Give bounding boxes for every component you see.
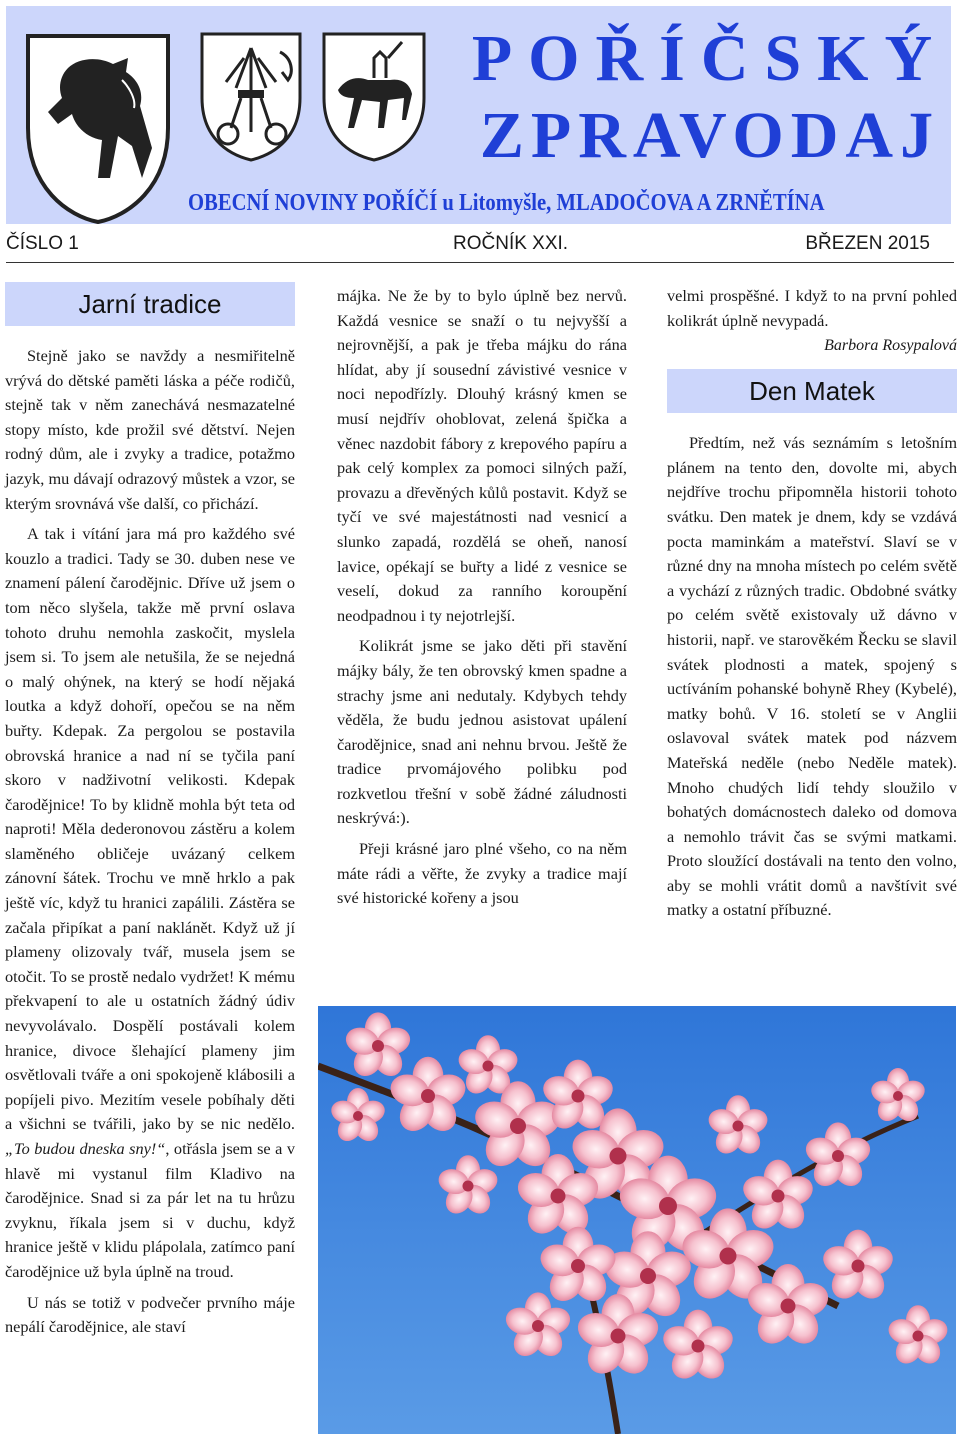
article-paragraph: U nás se totiž v podvečer prvního máje nepálí čarodějnice, ale staví [5, 1292, 295, 1337]
article-paragraph: Stejně jako se navždy a nesmiřitelně vrývá do dětské paměti láska a péče rodičů, stejně tak v něm zanechává nesmazatelné stopy místo, kde prožil své dětství. Nejen rodný dům, ale i zvyky a tradice, potažmo jazyk, mu dávají odrazový můstek a vzor, se kterým srovnává vše další, co přichází. [5, 346, 295, 513]
article-paragraph: Přeji krásné jaro plné všeho, co na něm máte rádi a věřte, že zvyky a tradice mají své historické kořeny a jsou [337, 839, 627, 908]
article-text: , otřásla jsem se a v hlavě mi vystanul film Kladivo na čarodějnice. Snad si za pár let na tu hrůzu zvyknu, říkala jsem si v duchu, když hranice ještě v klidu plápolala, zatímco paní čarodějnice už byla úplně na troud. [5, 1139, 296, 1281]
article-author: Barbora Rosypalová [824, 337, 957, 355]
masthead-title-line1: POŘÍČSKÝ [471, 22, 949, 95]
cherry-blossom-photo [318, 1006, 956, 1434]
column-middle [337, 284, 627, 917]
article-paragraph: velmi prospěšné. I když to na první pohled kolikrát úplně nevypadá. [667, 286, 957, 330]
sheaf-crest-icon [196, 28, 306, 164]
column-right [667, 284, 957, 929]
section-heading-den-matek: Den Matek [667, 369, 957, 413]
rider-crest-icon [318, 28, 430, 164]
article-paragraph: Kolikrát jsme se jako děti při stavění májky bály, že ten obrovský kmen spadne a strachy jsme ani nedutaly. Kdybych tehdy věděla, že budu jednou asistovat upálení čarodějnice, snad ani nehnu brvou. Ještě že tradice prvomájového polibku pod rozkvetlou třešní v sobě žádné záludnosti neskrývá:). [337, 636, 627, 828]
horse-crest-icon [18, 28, 178, 226]
issue-number: ČÍSLO 1 [6, 233, 79, 254]
column-left [5, 282, 295, 1346]
header-divider [6, 262, 954, 263]
masthead-title-line2: ZPRAVODAJ [479, 99, 941, 172]
masthead-subtitle: OBECNÍ NOVINY POŘÍČÍ u Litomyšle, MLADOČOVA A ZRNĚTÍNA [188, 190, 825, 216]
volume: ROČNÍK XXI. [453, 233, 569, 254]
article-paragraph [5, 522, 295, 1284]
issue-date: BŘEZEN 2015 [805, 233, 930, 254]
article-text: A tak i vítání jara má pro každého své kouzlo a tradici. Tady se 30. duben nese ve znamení pálení čarodějnic. Dříve už jsem o tom něco slyšela, takže mě první oslava tohoto druhu nemohla zaskočit, myslela jsem si. To jsem ale netušila, že se nejedná o malý ohýnek, na který se hodí nějaká loutka a když dohoří, opečou se na něm buřty. Kdepak. Za pergolou se postavila obrovská hranice a nad ní se tyčila paní skoro v nadživotní velikosti. Kdepak čarodějnice! To by klidně mohla být teta od naproti! Měla dederonovou zástěru a kolem slaměného obličeje uvázaný celkem zánovní šátek. Trochu ve mně hrklo a pak ještě víc, když tu hranici zapálili. Zástěra se začala připíkat a paní naklánět. Když už jí plameny olizovaly tvář, musela jsem se otočit. To se prostě nedalo vydržet! K mému překvapení to ale u ostatních žádný údiv nevyvolávalo. Dospělí postávali kolem hranice, divoce šlehající plameny jim osvětlovali tváře a oni spokojeně klábosili a popíjeli pivo. Mezitím vesele pobíhaly děti a všichni se tvářili, jako by se nic nedělo. [5, 524, 295, 1134]
issue-info-line [0, 229, 960, 261]
article-paragraph: Předtím, než vás seznámím s letošním plánem na tento den, dovolte mi, abych nejdříve trochu připomněla historii tohoto svátku. Den matek je dnem, kdy se vzdává pocta maminkám a mateřství. Slaví se v různé dny na mnoha místech po celém světě a vychází z různých tradic. Obdobné svátky po celém světě existovaly už dávno v historii, např. ve starověkém Řecku se slavil svátek plodnosti a matek, spojený s uctíváním pohanské bohyně Rhey (Kybelé), matky bohů. V 16. století se v Anglii oslavoval svátek matek pod názvem Mateřská neděle (nebo Neděle matek). Mnoho chudých lidí tehdy sloužilo v bohatých domácnostech daleko od domova a nemohlo trávit čas se svými matkami. Proto sloužící dostávali na tento den volno, aby se mohli vrátit domů a navštívit své matky a ostatní příbuzné. [667, 433, 957, 920]
quote-text: „To budou dneska sny!“ [5, 1139, 166, 1158]
article-paragraph: májka. Ne že by to bylo úplně bez nervů. Každá vesnice se snaží o tu nejvyšší a nejrovnější, a pak je třeba májku do rána hlídat, aby jí sousední závistivé vesnice v noci nepodřízly. Dlouhý krásný kmen se musí nejdřív ohoblovat, zelená špička a věnec nazdobit fábory z krepového papíru a pak celý komplex za pomoci silných paží, provazu a dřevěných kůlů postavit. Když se tyčí ve své majestátnosti nad vesnicí a slunko zapadá, rozdělá se oheň, nanosí lavice, opékají se buřty a lidé z vesnice se veselí, dokud za ranního koroupění neodpadnou i ty nejotrlejší. [337, 286, 627, 625]
section-heading-jarni-tradice: Jarní tradice [5, 282, 295, 326]
